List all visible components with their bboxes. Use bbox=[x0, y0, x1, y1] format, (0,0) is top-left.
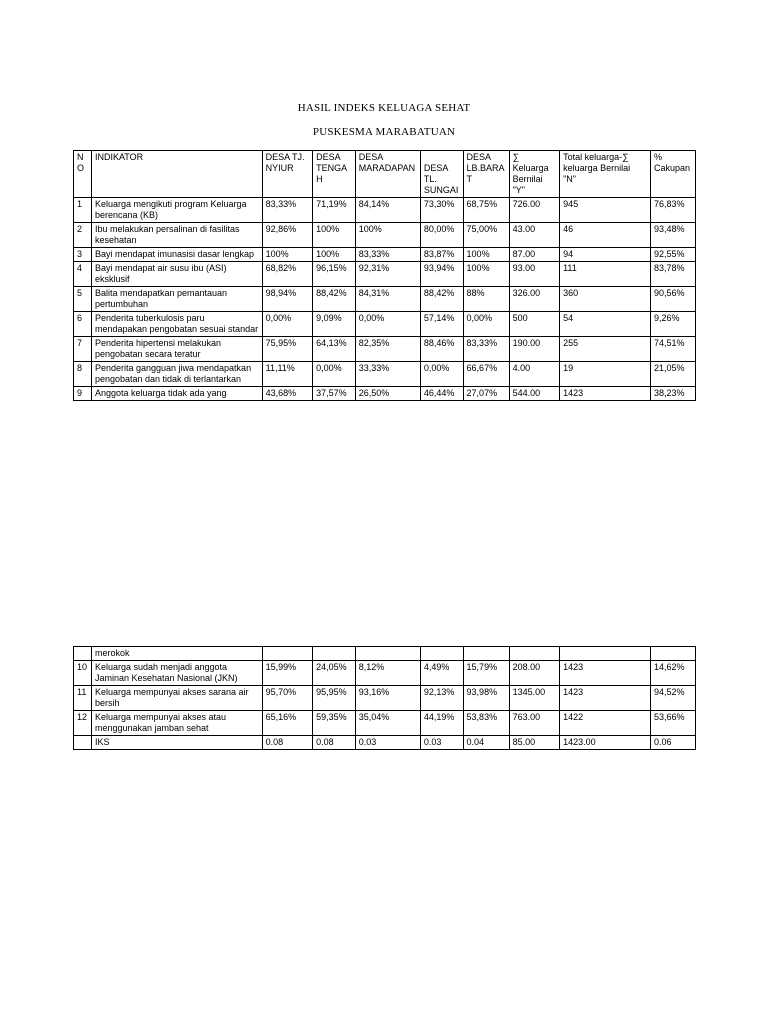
table-header-row bbox=[74, 151, 696, 198]
table-row bbox=[74, 661, 696, 686]
cell-desa-tj-nyiur: 83,33% bbox=[262, 198, 313, 223]
cell-total-keluarga-n: 1422 bbox=[560, 711, 651, 736]
cell-cakupan: 9,26% bbox=[651, 312, 696, 337]
cell-desa-lb-barat: 15,79% bbox=[463, 661, 509, 686]
cell-desa-tengah: 96,15% bbox=[313, 262, 356, 287]
table-row bbox=[74, 711, 696, 736]
header-indikator: INDIKATOR bbox=[91, 151, 262, 198]
cell-desa-tengah: 59,35% bbox=[313, 711, 356, 736]
cell-indikator: IKS bbox=[91, 736, 262, 750]
cell-indikator: Balita mendapatkan pemantauan pertumbuhan bbox=[91, 287, 262, 312]
cell-cakupan: 90,56% bbox=[651, 287, 696, 312]
cell-total-keluarga-n bbox=[560, 647, 651, 661]
table-row bbox=[74, 362, 696, 387]
cell-desa-lb-barat: 83,33% bbox=[463, 337, 509, 362]
cell-cakupan: 93,48% bbox=[651, 223, 696, 248]
cell-indikator: Bayi mendapat air susu ibu (ASI) eksklusif bbox=[91, 262, 262, 287]
cell-sum-keluarga-y: 726.00 bbox=[509, 198, 560, 223]
cell-no: 8 bbox=[74, 362, 92, 387]
cell-desa-tl-sungai: 88,46% bbox=[420, 337, 463, 362]
cell-desa-tengah: 37,57% bbox=[313, 387, 356, 401]
cell-no: 12 bbox=[74, 711, 92, 736]
cell-desa-tj-nyiur bbox=[262, 647, 313, 661]
cell-indikator: Keluarga mengikuti program Keluarga berencana (KB) bbox=[91, 198, 262, 223]
cell-desa-lb-barat: 27,07% bbox=[463, 387, 509, 401]
cell-no: 7 bbox=[74, 337, 92, 362]
cell-desa-tl-sungai: 44,19% bbox=[420, 711, 463, 736]
cell-indikator: merokok bbox=[91, 647, 262, 661]
cell-total-keluarga-n: 945 bbox=[560, 198, 651, 223]
cell-desa-maradapan: 92,31% bbox=[355, 262, 420, 287]
header-cakupan: % Cakupan bbox=[651, 151, 696, 198]
cell-desa-tengah: 100% bbox=[313, 248, 356, 262]
cell-desa-maradapan: 83,33% bbox=[355, 248, 420, 262]
cell-sum-keluarga-y: 763.00 bbox=[509, 711, 560, 736]
cell-desa-lb-barat: 68,75% bbox=[463, 198, 509, 223]
cell-sum-keluarga-y: 43.00 bbox=[509, 223, 560, 248]
cell-desa-tl-sungai: 0,00% bbox=[420, 362, 463, 387]
cell-total-keluarga-n: 94 bbox=[560, 248, 651, 262]
cell-desa-tj-nyiur: 65,16% bbox=[262, 711, 313, 736]
cell-desa-lb-barat: 93,98% bbox=[463, 686, 509, 711]
cell-sum-keluarga-y: 85.00 bbox=[509, 736, 560, 750]
cell-cakupan: 53,66% bbox=[651, 711, 696, 736]
cell-desa-tj-nyiur: 75,95% bbox=[262, 337, 313, 362]
cell-desa-maradapan: 100% bbox=[355, 223, 420, 248]
cell-indikator: Keluarga sudah menjadi anggota Jaminan Kesehatan Nasional (JKN) bbox=[91, 661, 262, 686]
cell-desa-tl-sungai: 4,49% bbox=[420, 661, 463, 686]
cell-desa-maradapan: 35,04% bbox=[355, 711, 420, 736]
cell-desa-tj-nyiur: 68,82% bbox=[262, 262, 313, 287]
cell-cakupan bbox=[651, 647, 696, 661]
cell-indikator: Penderita tuberkulosis paru mendapakan pengobatan sesuai standar bbox=[91, 312, 262, 337]
cell-desa-tl-sungai: 93,94% bbox=[420, 262, 463, 287]
cell-cakupan: 92,55% bbox=[651, 248, 696, 262]
header-total-keluarga-n: Total keluarga-∑ keluarga Bernilai "N" bbox=[560, 151, 651, 198]
table-row bbox=[74, 686, 696, 711]
cell-desa-maradapan: 0.03 bbox=[355, 736, 420, 750]
indicator-table-body bbox=[74, 198, 696, 401]
cell-cakupan: 74,51% bbox=[651, 337, 696, 362]
cell-desa-tl-sungai: 57,14% bbox=[420, 312, 463, 337]
cell-no bbox=[74, 736, 92, 750]
document-title: HASIL INDEKS KELUAGA SEHAT bbox=[297, 102, 471, 114]
cell-desa-tengah: 100% bbox=[313, 223, 356, 248]
cell-total-keluarga-n: 255 bbox=[560, 337, 651, 362]
cell-desa-tengah: 0,00% bbox=[313, 362, 356, 387]
cell-total-keluarga-n: 54 bbox=[560, 312, 651, 337]
cell-no: 4 bbox=[74, 262, 92, 287]
cell-sum-keluarga-y: 93.00 bbox=[509, 262, 560, 287]
cell-no: 1 bbox=[74, 198, 92, 223]
cell-desa-tj-nyiur: 98,94% bbox=[262, 287, 313, 312]
cell-indikator: Bayi mendapat imunasisi dasar lengkap bbox=[91, 248, 262, 262]
cell-indikator: Keluarga mempunyai akses sarana air bersih bbox=[91, 686, 262, 711]
cell-no: 9 bbox=[74, 387, 92, 401]
header-desa-tengah: DESA TENGAH bbox=[313, 151, 356, 198]
cell-desa-tengah: 0.08 bbox=[313, 736, 356, 750]
cell-desa-maradapan: 84,14% bbox=[355, 198, 420, 223]
cell-indikator: Penderita gangguan jiwa mendapatkan pengobatan dan tidak di terlantarkan bbox=[91, 362, 262, 387]
cell-desa-tl-sungai: 0.03 bbox=[420, 736, 463, 750]
cell-desa-tengah: 24,05% bbox=[313, 661, 356, 686]
indicator-table bbox=[73, 150, 696, 401]
table-row bbox=[74, 387, 696, 401]
cell-sum-keluarga-y: 544.00 bbox=[509, 387, 560, 401]
cell-indikator: Anggota keluarga tidak ada yang bbox=[91, 387, 262, 401]
cell-desa-lb-barat: 0,00% bbox=[463, 312, 509, 337]
cell-desa-tengah: 64,13% bbox=[313, 337, 356, 362]
cell-total-keluarga-n: 1423 bbox=[560, 661, 651, 686]
cell-sum-keluarga-y: 500 bbox=[509, 312, 560, 337]
cell-desa-lb-barat bbox=[463, 647, 509, 661]
cell-no: 10 bbox=[74, 661, 92, 686]
cell-cakupan: 94,52% bbox=[651, 686, 696, 711]
table-row bbox=[74, 287, 696, 312]
cell-cakupan: 38,23% bbox=[651, 387, 696, 401]
cell-desa-tl-sungai: 92,13% bbox=[420, 686, 463, 711]
table-row bbox=[74, 198, 696, 223]
cell-desa-lb-barat: 100% bbox=[463, 248, 509, 262]
cell-desa-tl-sungai: 80,00% bbox=[420, 223, 463, 248]
cell-no: 11 bbox=[74, 686, 92, 711]
cell-desa-tl-sungai: 46,44% bbox=[420, 387, 463, 401]
cell-desa-tj-nyiur: 43,68% bbox=[262, 387, 313, 401]
cell-desa-tengah: 88,42% bbox=[313, 287, 356, 312]
cell-sum-keluarga-y: 326.00 bbox=[509, 287, 560, 312]
cell-indikator: Penderita hipertensi melakukan pengobatan secara teratur bbox=[91, 337, 262, 362]
table-row bbox=[74, 248, 696, 262]
cell-desa-tj-nyiur: 95,70% bbox=[262, 686, 313, 711]
indicator-table-continued-body bbox=[74, 647, 696, 750]
cell-no: 3 bbox=[74, 248, 92, 262]
table-row bbox=[74, 337, 696, 362]
header-desa-maradapan: DESA MARADAPAN bbox=[355, 151, 420, 198]
cell-desa-tl-sungai: 88,42% bbox=[420, 287, 463, 312]
cell-desa-lb-barat: 53,83% bbox=[463, 711, 509, 736]
cell-total-keluarga-n: 111 bbox=[560, 262, 651, 287]
cell-desa-tj-nyiur: 11,11% bbox=[262, 362, 313, 387]
cell-desa-tl-sungai: 73,30% bbox=[420, 198, 463, 223]
cell-no: 6 bbox=[74, 312, 92, 337]
cell-total-keluarga-n: 1423.00 bbox=[560, 736, 651, 750]
cell-desa-tj-nyiur: 92,86% bbox=[262, 223, 313, 248]
cell-desa-maradapan: 33,33% bbox=[355, 362, 420, 387]
cell-cakupan: 83,78% bbox=[651, 262, 696, 287]
cell-desa-maradapan: 84,31% bbox=[355, 287, 420, 312]
cell-desa-lb-barat: 88% bbox=[463, 287, 509, 312]
cell-desa-tl-sungai bbox=[420, 647, 463, 661]
cell-sum-keluarga-y: 190.00 bbox=[509, 337, 560, 362]
cell-cakupan: 14,62% bbox=[651, 661, 696, 686]
document-subtitle: PUSKESMA MARABATUAN bbox=[312, 126, 456, 138]
cell-no bbox=[74, 647, 92, 661]
table-row bbox=[74, 312, 696, 337]
indicator-table-continued bbox=[73, 646, 696, 750]
cell-desa-tengah bbox=[313, 647, 356, 661]
cell-sum-keluarga-y: 87.00 bbox=[509, 248, 560, 262]
table-row bbox=[74, 262, 696, 287]
cell-desa-tengah: 9,09% bbox=[313, 312, 356, 337]
cell-total-keluarga-n: 46 bbox=[560, 223, 651, 248]
cell-total-keluarga-n: 1423 bbox=[560, 387, 651, 401]
cell-desa-tj-nyiur: 100% bbox=[262, 248, 313, 262]
cell-cakupan: 76,83% bbox=[651, 198, 696, 223]
cell-sum-keluarga-y bbox=[509, 647, 560, 661]
cell-total-keluarga-n: 360 bbox=[560, 287, 651, 312]
table-row bbox=[74, 736, 696, 750]
cell-desa-lb-barat: 66,67% bbox=[463, 362, 509, 387]
cell-cakupan: 21,05% bbox=[651, 362, 696, 387]
header-desa-lb-barat: DESA LB.BARAT bbox=[463, 151, 509, 198]
header-sum-keluarga-y: ∑ Keluarga Bernilai "Y" bbox=[509, 151, 560, 198]
cell-desa-tj-nyiur: 0,00% bbox=[262, 312, 313, 337]
cell-desa-lb-barat: 75,00% bbox=[463, 223, 509, 248]
cell-cakupan: 0.06 bbox=[651, 736, 696, 750]
cell-sum-keluarga-y: 1345.00 bbox=[509, 686, 560, 711]
header-desa-tj-nyiur: DESA TJ. NYIUR bbox=[262, 151, 313, 198]
cell-total-keluarga-n: 19 bbox=[560, 362, 651, 387]
cell-desa-tj-nyiur: 0.08 bbox=[262, 736, 313, 750]
cell-desa-maradapan: 0,00% bbox=[355, 312, 420, 337]
cell-indikator: Ibu melakukan persalinan di fasilitas kesehatan bbox=[91, 223, 262, 248]
cell-sum-keluarga-y: 208.00 bbox=[509, 661, 560, 686]
table-row bbox=[74, 223, 696, 248]
cell-desa-tj-nyiur: 15,99% bbox=[262, 661, 313, 686]
cell-sum-keluarga-y: 4.00 bbox=[509, 362, 560, 387]
cell-total-keluarga-n: 1423 bbox=[560, 686, 651, 711]
cell-desa-lb-barat: 100% bbox=[463, 262, 509, 287]
cell-no: 2 bbox=[74, 223, 92, 248]
cell-desa-maradapan: 93,16% bbox=[355, 686, 420, 711]
cell-desa-maradapan bbox=[355, 647, 420, 661]
cell-desa-maradapan: 26,50% bbox=[355, 387, 420, 401]
header-desa-tl-sungai: DESA TL. SUNGAI bbox=[420, 151, 463, 198]
cell-no: 5 bbox=[74, 287, 92, 312]
cell-desa-tl-sungai: 83,87% bbox=[420, 248, 463, 262]
cell-desa-maradapan: 82,35% bbox=[355, 337, 420, 362]
header-no: NO bbox=[74, 151, 92, 198]
cell-desa-tengah: 71,19% bbox=[313, 198, 356, 223]
cell-desa-tengah: 95,95% bbox=[313, 686, 356, 711]
cell-desa-maradapan: 8,12% bbox=[355, 661, 420, 686]
cell-indikator: Keluarga mempunyai akses atau menggunakan jamban sehat bbox=[91, 711, 262, 736]
cell-desa-lb-barat: 0.04 bbox=[463, 736, 509, 750]
table-row bbox=[74, 647, 696, 661]
